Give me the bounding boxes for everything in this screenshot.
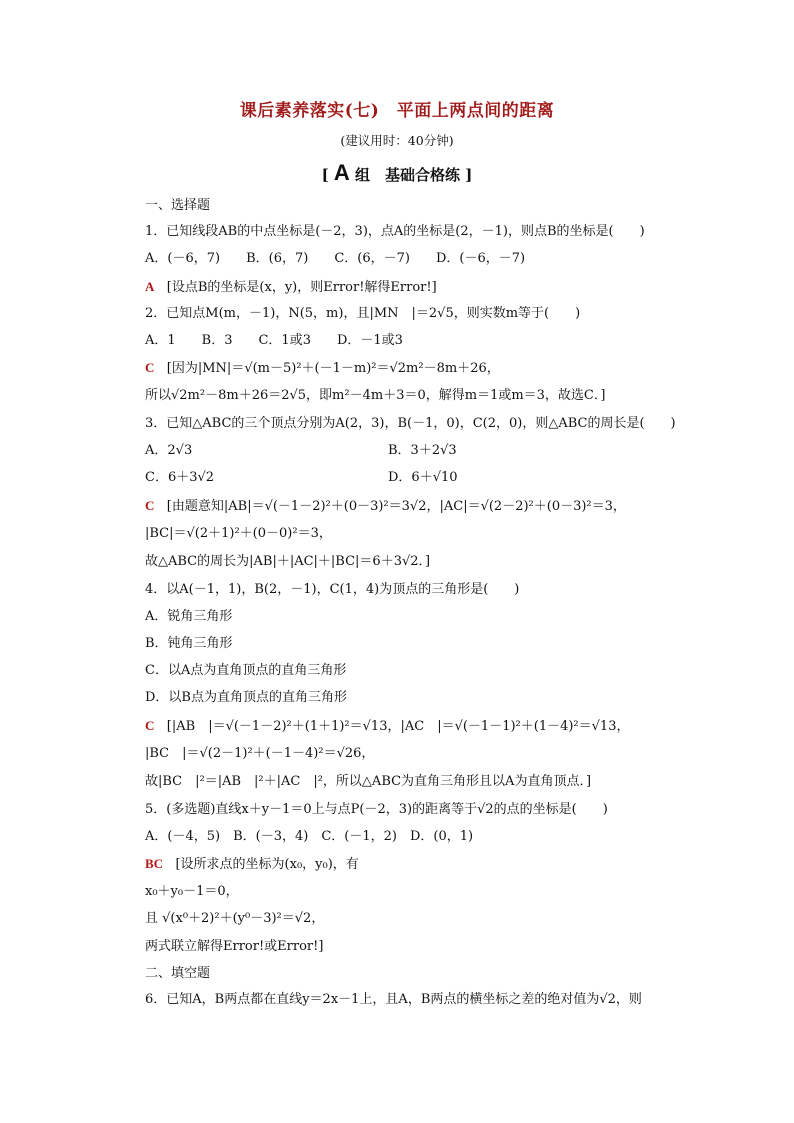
q5-solution-line4: 两式联立解得Error!或Error!] — [145, 939, 324, 954]
q3-option-b: B．3＋2√3 — [388, 443, 457, 458]
q4-solution-line2: |BC |＝√(2－1)²＋(－1－4)²＝√26， — [145, 746, 375, 761]
group-bracket-right: ] — [465, 166, 473, 184]
q5-solution — [145, 856, 359, 873]
q3-option-a: A．2√3 — [145, 443, 193, 458]
q3-solution-line3: 故△ABC的周长为|AB|＋|AC|＋|BC|＝6＋3√2．] — [145, 554, 431, 569]
q2-stem: 2．已知点M(m，－1)，N(5，m)，且|MN |＝2√5，则实数m等于( ) — [145, 306, 581, 321]
q2-options: A．1 B．3 C．1或3 D．－1或3 — [145, 333, 403, 348]
q3-option-d: D．6＋√10 — [388, 470, 458, 485]
q5-answer: BC — [145, 856, 164, 871]
q3-solution-line2: |BC|＝√(2＋1)²＋(0－0)²＝3， — [145, 526, 332, 541]
q3-options-row1 — [145, 443, 457, 459]
q4-option-c: C．以A点为直角顶点的直角三角形 — [145, 663, 347, 678]
group-letter: A — [333, 160, 350, 185]
q4-solution-line3: 故|BC |²＝|AB |²＋|AC |²，所以△ABC为直角三角形且以A为直角顶点．] — [145, 774, 592, 789]
q1-options: A．(－6，7) B．(6，7) C．(6，－7) D．(－6，－7) — [145, 251, 526, 266]
q2-solution-line1: [因为|MN|＝√(m－5)²＋(－1－m)²＝√2m²－8m＋26， — [166, 361, 500, 376]
q5-stem: 5．(多选题)直线x＋y－1＝0上与点P(－2，3)的距离等于√2的点的坐标是( ) — [145, 802, 608, 817]
group-heading — [0, 160, 794, 186]
q4-option-a: A．锐角三角形 — [145, 609, 233, 624]
q3-solution-line1: [由题意知|AB|＝√(－1－2)²＋(0－3)²＝3√2，|AC|＝√(2－2)²＋(0－3)²＝3， — [166, 499, 626, 514]
q4-option-b: B．钝角三角形 — [145, 636, 233, 651]
section-heading-fill: 二、填空题 — [145, 966, 211, 981]
q4-option-d: D．以B点为直角顶点的直角三角形 — [145, 690, 347, 705]
q4-solution-line1: [|AB |＝√(－1－2)²＋(1＋1)²＝√13，|AC |＝√(－1－1)²＋(1－4)²＝√13， — [166, 719, 630, 734]
q2-answer: C — [145, 360, 155, 375]
q5-solution-line2: x₀＋y₀－1＝0， — [145, 884, 239, 899]
q4-stem: 4．以A(－1，1)，B(2，－1)，C(1，4)为顶点的三角形是( ) — [145, 582, 520, 597]
q5-solution-line1: [设所求点的坐标为(x₀，y₀)，有 — [175, 857, 359, 872]
q3-answer: C — [145, 498, 155, 513]
section-heading-choice: 一、选择题 — [145, 198, 211, 213]
q1-solution — [145, 279, 437, 296]
q3-option-c: C．6＋3√2 — [145, 470, 215, 485]
q5-options: A．(－4，5) B．(－3，4) C．(－1，2) D．(0，1) — [145, 829, 474, 844]
group-bracket-left: [ — [321, 166, 329, 184]
q3-stem: 3．已知△ABC的三个顶点分别为A(2，3)，B(－1，0)，C(2，0)，则△ABC的周长是( ) — [145, 416, 676, 431]
q6-stem: 6．已知A，B两点都在直线y＝2x－1上，且A，B两点的横坐标之差的绝对值为√2，则 — [145, 992, 642, 1007]
q4-solution — [145, 718, 629, 735]
q4-answer: C — [145, 718, 155, 733]
time-note: (建议用时：40分钟) — [340, 133, 454, 148]
q2-solution — [145, 360, 500, 377]
group-text: 组 基础合格练 — [355, 166, 461, 184]
q5-solution-line3: 且 √(x⁰＋2)²＋(y⁰－3)²＝√2， — [145, 911, 325, 926]
q1-solution-text: [设点B的坐标是(x，y)，则Error!解得Error!] — [166, 280, 437, 295]
page-title: 课后素养落实(七) 平面上两点间的距离 — [239, 101, 555, 121]
q1-stem: 1．已知线段AB的中点坐标是(－2，3)，点A的坐标是(2，－1)，则点B的坐标是( ) — [145, 224, 645, 239]
q1-answer: A — [145, 279, 155, 294]
q2-solution-line2: 所以√2m²－8m＋26＝2√5，即m²－4m＋3＝0，解得m＝1或m＝3，故选C．] — [145, 388, 606, 403]
q3-options-row2 — [145, 470, 458, 486]
q3-solution — [145, 498, 626, 515]
